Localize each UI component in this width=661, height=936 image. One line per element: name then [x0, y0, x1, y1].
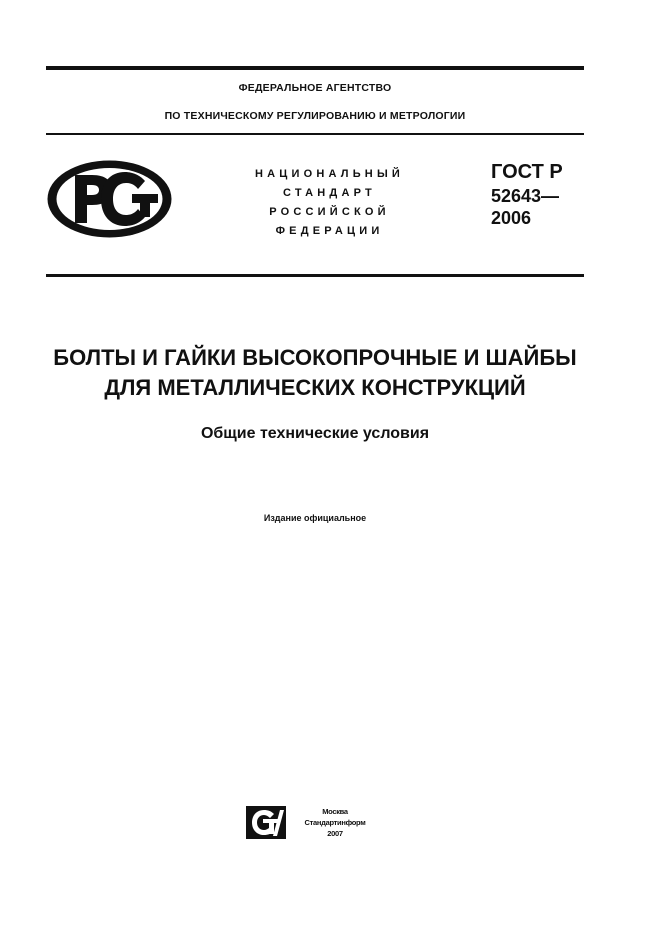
- standard-type-line-1: НАЦИОНАЛЬНЫЙ: [254, 168, 405, 180]
- designation-number: 52643—: [491, 186, 560, 206]
- publisher-logo-icon: [246, 806, 286, 839]
- edition-note: Издание официальное: [263, 513, 367, 523]
- designation-year: 2006: [491, 208, 532, 228]
- middle-rule: [46, 133, 584, 135]
- publisher-city: Москва: [322, 807, 348, 816]
- document-subtitle: Общие технические условия: [200, 425, 430, 442]
- top-rule: [46, 66, 584, 70]
- standard-type-block: [232, 165, 427, 241]
- publisher-block: [292, 806, 378, 839]
- publisher-year: 2007: [327, 829, 343, 838]
- designation-prefix: ГОСТ Р: [491, 161, 563, 183]
- publisher-name: Стандартинформ: [304, 818, 366, 827]
- document-title-line-2: ДЛЯ МЕТАЛЛИЧЕСКИХ КОНСТРУКЦИЙ: [104, 375, 526, 400]
- bottom-rule: [46, 274, 584, 277]
- standard-type-line-4: ФЕДЕРАЦИИ: [275, 225, 384, 237]
- gost-r-logo-icon: [46, 159, 173, 239]
- agency-line-2: ПО ТЕХНИЧЕСКОМУ РЕГУЛИРОВАНИЮ И МЕТРОЛОГИИ: [164, 110, 466, 122]
- standard-type-line-2: СТАНДАРТ: [283, 187, 376, 199]
- standard-type-line-3: РОССИЙСКОЙ: [269, 206, 390, 218]
- agency-line-1: ФЕДЕРАЛЬНОЕ АГЕНТСТВО: [238, 82, 392, 94]
- document-title-line-1: БОЛТЫ И ГАЙКИ ВЫСОКОПРОЧНЫЕ И ШАЙБЫ: [53, 345, 577, 370]
